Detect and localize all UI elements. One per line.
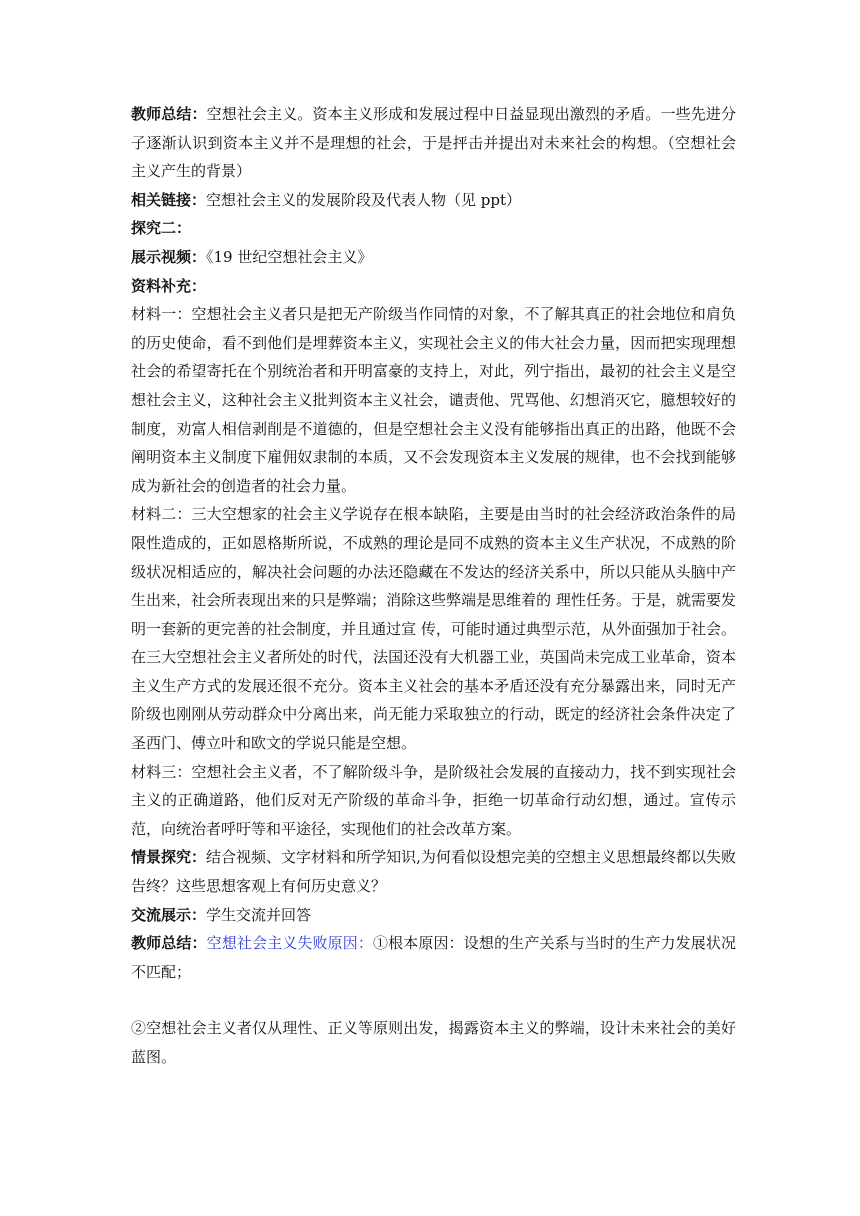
paragraph-text: ①根本原因：设想的生产关系与当时的生产力发展状况不匹配； [131, 934, 736, 981]
paragraph-text: 材料二：三大空想家的社会主义学说存在根本缺陷，主要是由当时的社会经济政治条件的局限性造成的，正如恩格斯所说，不成熟的理论是同不成熟的资本主义生产状况，不成熟的阶级状况相适应的，解决社会问题的办法还隐藏在不发达的经济关系中，所以只能从头脑中产生出来，社会所表现出来的只是弊端；消除这些弊端是思维着的 理性任务。于是，就需要发明一套新的更完善的社会制度，并且通过宣 传，可能时通过典型示范，从外面强加于社会。在三大空想社会主义者所处的时代，法国还没有大机器工业，英国尚未完成工业革命，资本主义生产方式的发展还很不充分。资本主义社会的基本矛盾还没有充分暴露出来，同时无产阶级也刚刚从劳动群众中分离出来，尚无能力采取独立的行动，既定的经济社会条件决定了圣西门、傅立叶和欧文的学说只能是空想。 [131, 505, 736, 753]
paragraph-label: 教师总结： [131, 934, 207, 953]
paragraph-reason-two [131, 1014, 736, 1071]
paragraph-label: 交流展示： [131, 905, 207, 924]
paragraph-exchange-display [131, 901, 736, 930]
blank-line [131, 986, 736, 1014]
paragraph-teacher-summary-2 [131, 929, 736, 986]
paragraph-show-video [131, 243, 736, 272]
paragraph-material-two [131, 500, 736, 757]
paragraph-label: 展示视频： [131, 247, 207, 266]
highlight-text: 空想社会主义失败原因： [206, 934, 374, 953]
paragraph-label: 教师总结： [131, 105, 207, 123]
paragraph-text: 空想社会主义。资本主义形成和发展过程中日益显现出激烈的矛盾。一些先进分子逐渐认识到资本主义并不是理想的社会，于是抨击并提出对未来社会的构想。（空想社会主义产生的背景） [131, 105, 736, 181]
paragraph-text: ②空想社会主义者仅从理性、正义等原则出发，揭露资本主义的弊端，设计未来社会的美好蓝图。 [131, 1019, 736, 1066]
paragraph-scenario-inquiry [131, 843, 736, 900]
paragraph-label: 资料补充： [131, 276, 207, 295]
paragraph-teacher-summary-1 [131, 100, 736, 186]
paragraph-text: 《19 世纪空想社会主义》 [206, 247, 373, 266]
paragraph-text: 结合视频、文字材料和所学知识,为何看似设想完美的空想主义思想最终都以失败告终？这些思想客观上有何历史意义？ [131, 848, 736, 896]
paragraph-material-supplement [131, 272, 736, 301]
paragraph-label: 相关链接： [131, 190, 207, 209]
paragraph-material-one [131, 300, 736, 500]
paragraph-text: 材料三：空想社会主义者，不了解阶级斗争，是阶级社会发展的直接动力，找不到实现社会主义的正确道路，他们反对无产阶级的革命斗争，拒绝一切革命行动幻想，通过。宣传示范，向统治者呼吁等和平途径，实现他们的社会改革方案。 [131, 762, 736, 838]
paragraph-text: 空想社会主义的发展阶段及代表人物（见 ppt） [206, 190, 522, 209]
document-body [131, 100, 736, 1072]
paragraph-inquiry-two [131, 214, 736, 243]
paragraph-material-three [131, 758, 736, 844]
paragraph-text: 材料一：空想社会主义者只是把无产阶级当作同情的对象，不了解其真正的社会地位和肩负的历史使命，看不到他们是埋葬资本主义，实现社会主义的伟大社会力量，因而把实现理想社会的希望寄托在个别统治者和开明富豪的支持上，对此，列宁指出，最初的社会主义是空想社会主义，这种社会主义批判资本主义社会，谴责他、咒骂他、幻想消灭它，臆想较好的制度，劝富人相信剥削是不道德的，但是空想社会主义没有能够指出真正的出路，他既不会阐明资本主义制度下雇佣奴隶制的本质，又不会发现资本主义发展的规律，也不会找到能够成为新社会的创造者的社会力量。 [131, 305, 736, 495]
paragraph-label: 探究二： [131, 219, 192, 238]
paragraph-label: 情景探究： [131, 848, 207, 867]
paragraph-related-link [131, 186, 736, 215]
paragraph-text: 学生交流并回答 [206, 905, 312, 924]
